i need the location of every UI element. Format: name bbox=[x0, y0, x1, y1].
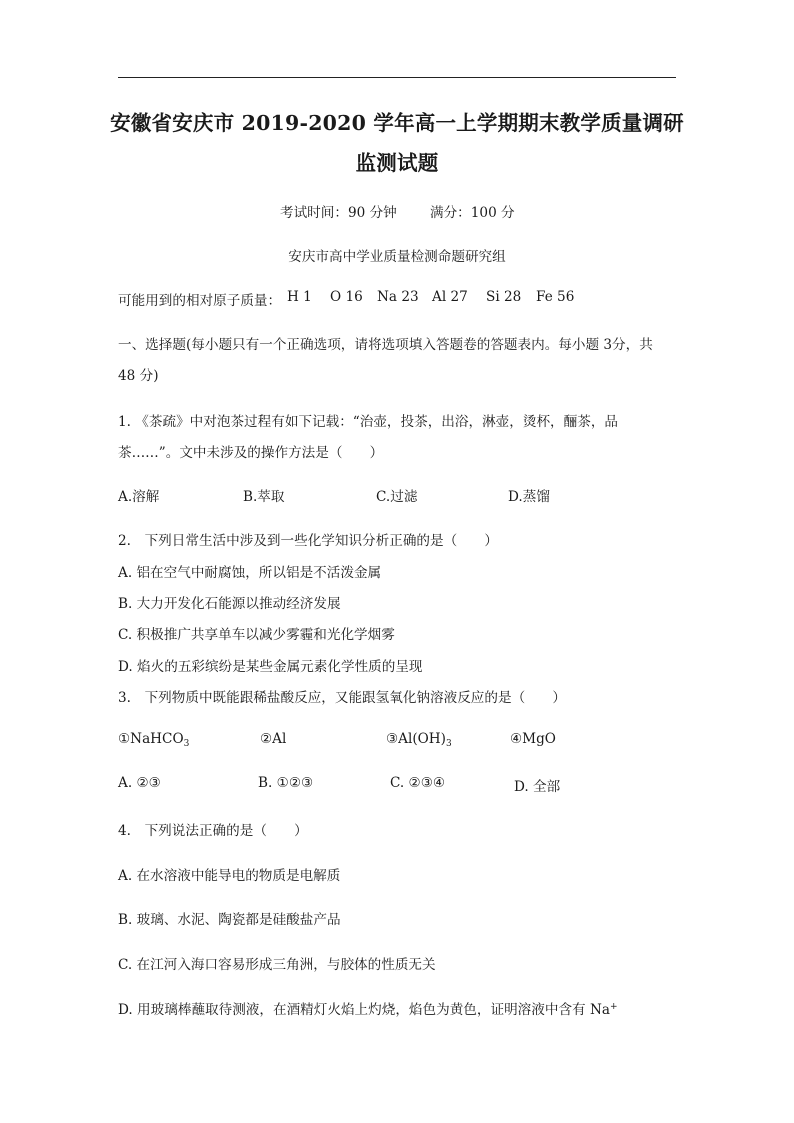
q4-option-a: A. 在水溶液中能导电的物质是电解质 bbox=[118, 868, 341, 884]
q3-substance-3-main: ③Al(OH) bbox=[386, 731, 446, 747]
q3-substance-1 bbox=[118, 731, 189, 749]
q3-substance-1-subscript: 3 bbox=[183, 739, 190, 749]
q4-stem: 4. 下列说法正确的是（ ） bbox=[118, 823, 308, 839]
atomic-mass-fe: Fe 56 bbox=[536, 289, 575, 305]
q1-stem-line1: 1. 《茶疏》中对泡茶过程有如下记载：“治壶，投茶，出浴，淋壶，烫杯，酾茶，品 bbox=[118, 414, 619, 430]
q3-option-c: C. ②③④ bbox=[390, 775, 446, 791]
q3-substance-3-subscript: 3 bbox=[445, 739, 452, 749]
q3-stem: 3. 下列物质中既能跟稀盐酸反应，又能跟氢氧化钠溶液反应的是（ ） bbox=[118, 690, 566, 706]
q3-option-b: B. ①②③ bbox=[258, 775, 314, 791]
q3-option-a: A. ②③ bbox=[118, 775, 161, 791]
q2-stem: 2. 下列日常生活中涉及到一些化学知识分析正确的是（ ） bbox=[118, 533, 498, 549]
q4-option-b: B. 玻璃、水泥、陶瓷都是硅酸盐产品 bbox=[118, 912, 341, 928]
q2-option-d: D. 焰火的五彩缤纷是某些金属元素化学性质的呈现 bbox=[118, 659, 423, 675]
full-score: 满分：100 分 bbox=[430, 205, 515, 221]
q3-substance-4: ④MgO bbox=[510, 731, 556, 747]
atomic-mass-na: Na 23 bbox=[377, 289, 419, 305]
q1-option-a: A.溶解 bbox=[118, 489, 160, 505]
q1-option-d: D.蒸馏 bbox=[508, 489, 550, 505]
atomic-mass-si: Si 28 bbox=[486, 289, 522, 305]
section1-heading-line1: 一、选择题(每小题只有一个正确选项，请将选项填入答题卷的答题表内。每小题 3分，共 bbox=[118, 337, 653, 353]
q1-option-b: B.萃取 bbox=[243, 489, 285, 505]
exam-time: 考试时间：90 分钟 bbox=[280, 205, 397, 221]
header-rule bbox=[118, 77, 676, 78]
q4-option-c: C. 在江河入海口容易形成三角洲，与胶体的性质无关 bbox=[118, 957, 436, 973]
q1-option-c: C.过滤 bbox=[376, 489, 418, 505]
title-line-2: 监测试题 bbox=[355, 151, 439, 175]
atomic-mass-label: 可能用到的相对原子质量： bbox=[118, 293, 282, 309]
section1-heading-line2: 48 分) bbox=[118, 368, 159, 384]
q2-option-a: A. 铝在空气中耐腐蚀，所以铝是不活泼金属 bbox=[118, 565, 382, 581]
atomic-mass-h: H 1 bbox=[287, 289, 312, 305]
q3-substance-3 bbox=[386, 731, 452, 749]
q4-option-d bbox=[118, 998, 618, 1018]
q4-option-d-superscript: + bbox=[609, 1002, 618, 1012]
q4-option-d-text: D. 用玻璃棒蘸取待测液，在酒精灯火焰上灼烧，焰色为黄色，证明溶液中含有 Na bbox=[118, 1002, 610, 1018]
atomic-mass-al: Al 27 bbox=[432, 289, 468, 305]
q3-substance-2: ②Al bbox=[260, 731, 287, 747]
q1-stem-line2: 茶……”。文中未涉及的操作方法是（ ） bbox=[118, 445, 384, 461]
q2-option-b: B. 大力开发化石能源以推动经济发展 bbox=[118, 596, 341, 612]
title-line-1: 安徽省安庆市 2019-2020 学年高一上学期期末教学质量调研 bbox=[110, 111, 684, 135]
q3-option-d: D. 全部 bbox=[514, 779, 561, 795]
atomic-mass-o: O 16 bbox=[330, 289, 363, 305]
q3-substance-1-main: ①NaHCO bbox=[118, 731, 184, 747]
q2-option-c: C. 积极推广共享单车以减少雾霾和光化学烟雾 bbox=[118, 627, 395, 643]
organizer: 安庆市高中学业质量检测命题研究组 bbox=[288, 249, 506, 265]
